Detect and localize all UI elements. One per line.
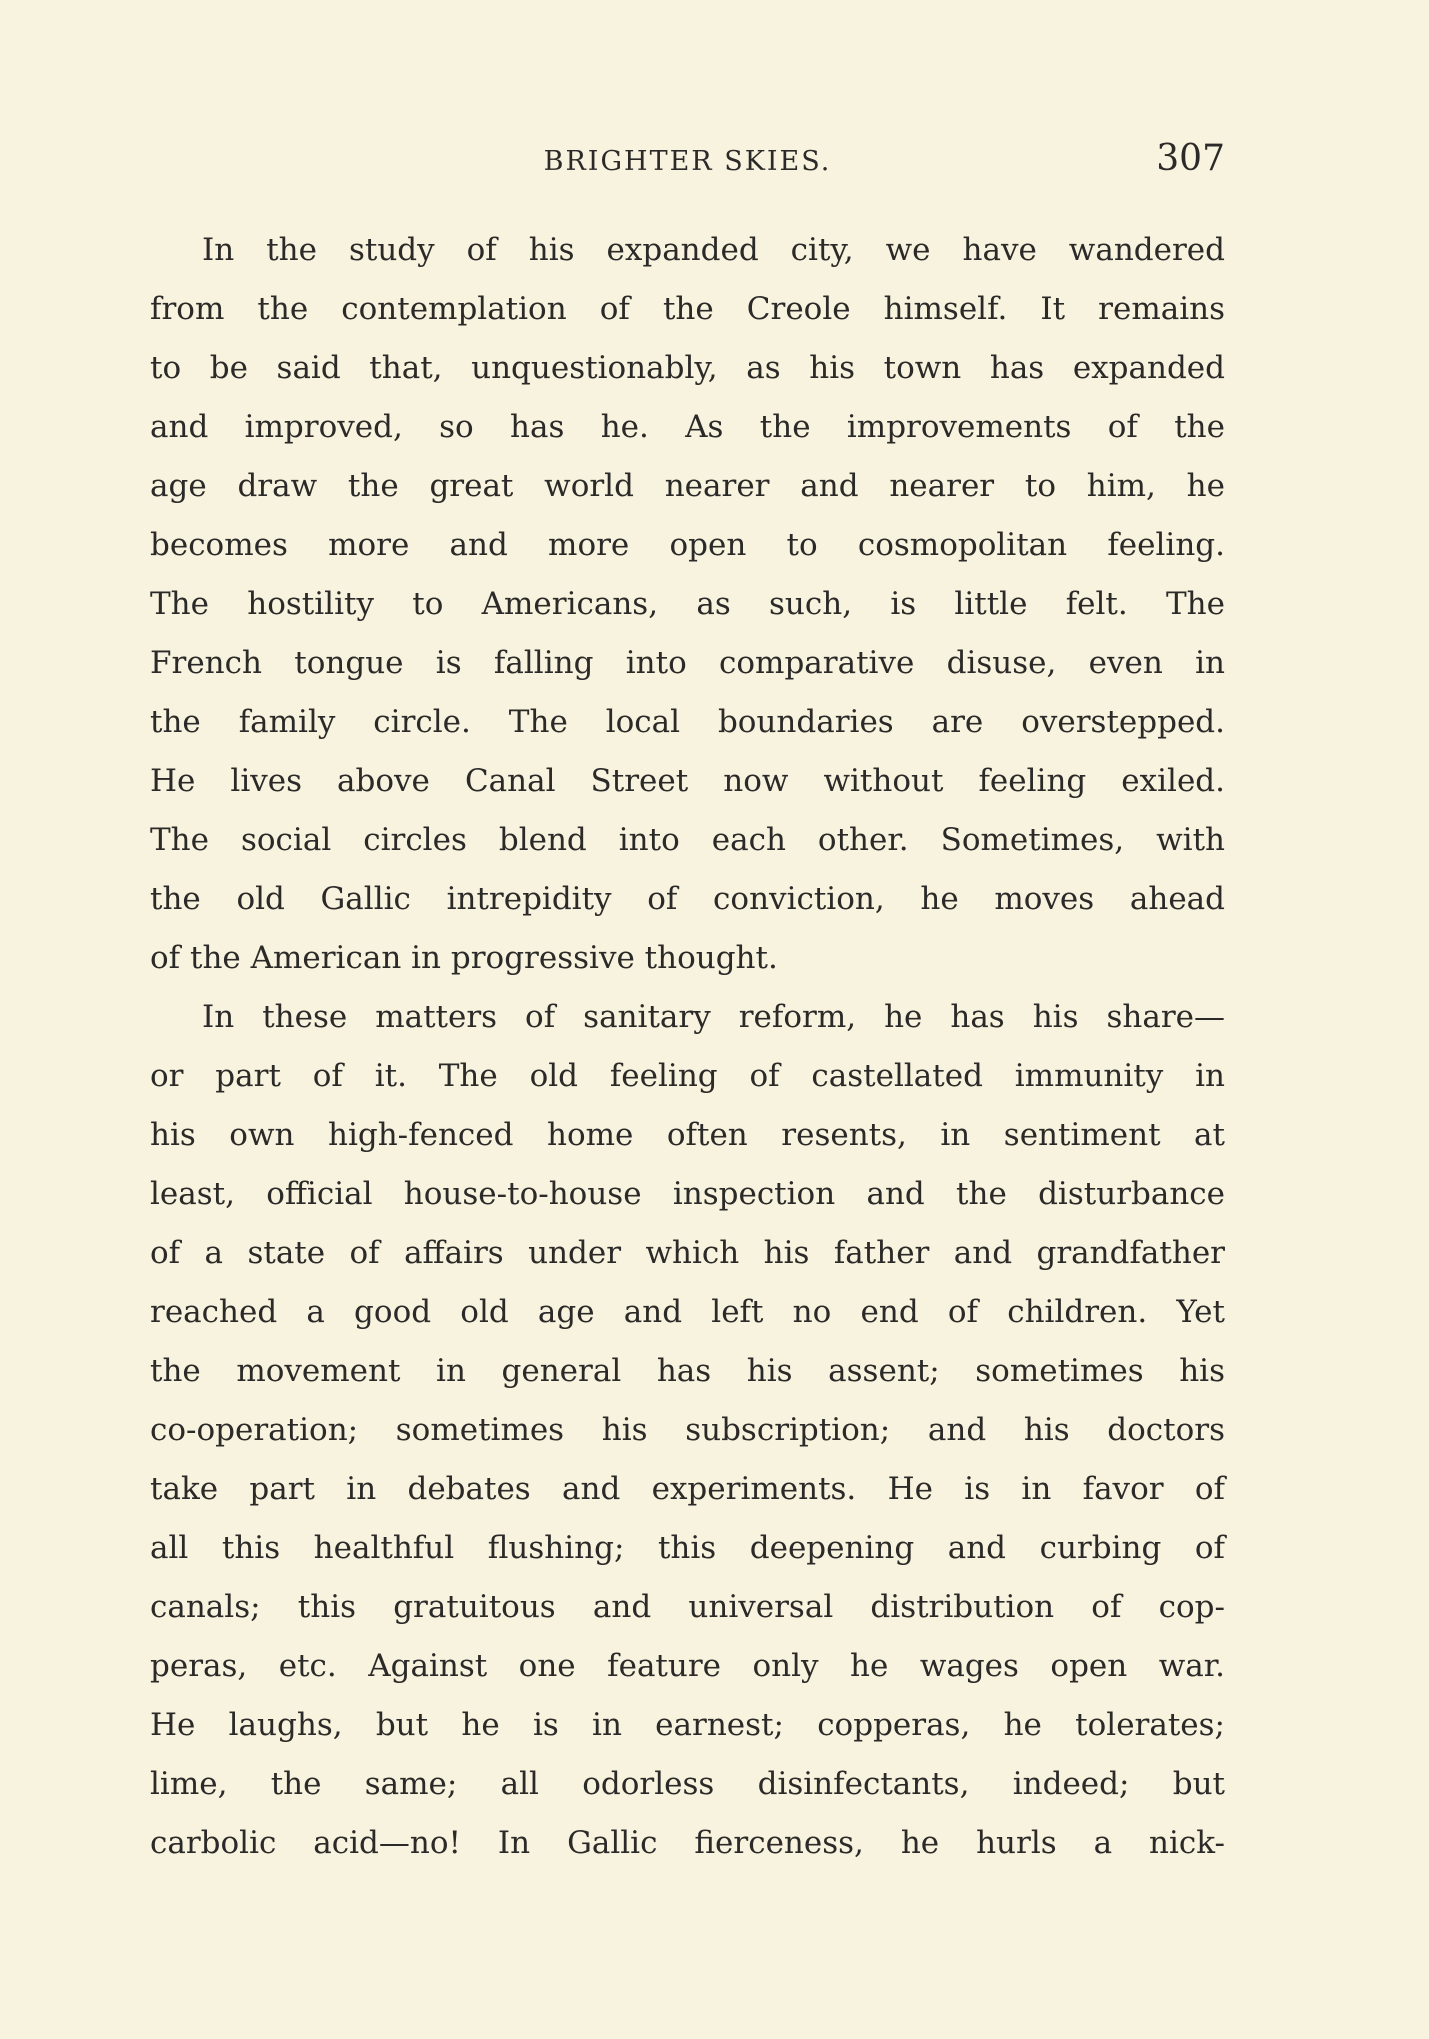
text-line: French tongue is falling into comparative disuse, even in xyxy=(150,645,1225,681)
text-line: In these matters of sanitary reform, he has his share— xyxy=(202,999,1225,1035)
text-line: least, official house-to-house inspection and the disturbance xyxy=(150,1176,1225,1212)
body-text xyxy=(150,221,1225,1873)
text-line: He lives above Canal Street now without feeling exiled. xyxy=(150,763,1225,799)
text-line: of a state of affairs under which his father and grandfather xyxy=(150,1235,1225,1271)
text-line: or part of it. The old feeling of castellated immunity in xyxy=(150,1058,1225,1094)
text-line: carbolic acid—no! In Gallic fierceness, he hurls a nick- xyxy=(150,1825,1225,1861)
page-number: 307 xyxy=(1156,138,1225,179)
text-line: reached a good old age and left no end of children. Yet xyxy=(150,1294,1225,1330)
text-line: peras, etc. Against one feature only he wages open war. xyxy=(150,1648,1225,1684)
running-head xyxy=(150,138,1225,188)
text-line: He laughs, but he is in earnest; copperas, he tolerates; xyxy=(150,1707,1225,1743)
text-line: and improved, so has he. As the improvements of the xyxy=(150,409,1225,445)
text-line: lime, the same; all odorless disinfectants, indeed; but xyxy=(150,1766,1225,1802)
text-line: the family circle. The local boundaries are overstepped. xyxy=(150,704,1225,740)
text-line: canals; this gratuitous and universal distribution of cop- xyxy=(150,1589,1225,1625)
text-line: the movement in general has his assent; sometimes his xyxy=(150,1353,1225,1389)
text-line: of the American in progressive thought. xyxy=(150,940,778,976)
text-line: all this healthful flushing; this deepening and curbing of xyxy=(150,1530,1225,1566)
text-line: from the contemplation of the Creole himself. It remains xyxy=(150,291,1225,327)
text-line: co-operation; sometimes his subscription; and his doctors xyxy=(150,1412,1225,1448)
text-line: his own high-fenced home often resents, in sentiment at xyxy=(150,1117,1225,1153)
running-title: BRIGHTER SKIES. xyxy=(543,146,832,177)
text-line: becomes more and more open to cosmopolitan feeling. xyxy=(150,527,1225,563)
text-line: The hostility to Americans, as such, is little felt. The xyxy=(150,586,1225,622)
text-line: the old Gallic intrepidity of conviction, he moves ahead xyxy=(150,881,1225,917)
text-line: to be said that, unquestionably, as his town has expanded xyxy=(150,350,1225,386)
text-line: age draw the great world nearer and nearer to him, he xyxy=(150,468,1225,504)
text-line: take part in debates and experiments. He is in favor of xyxy=(150,1471,1225,1507)
text-line: The social circles blend into each other. Sometimes, with xyxy=(150,822,1225,858)
text-line: In the study of his expanded city, we have wandered xyxy=(202,232,1225,268)
